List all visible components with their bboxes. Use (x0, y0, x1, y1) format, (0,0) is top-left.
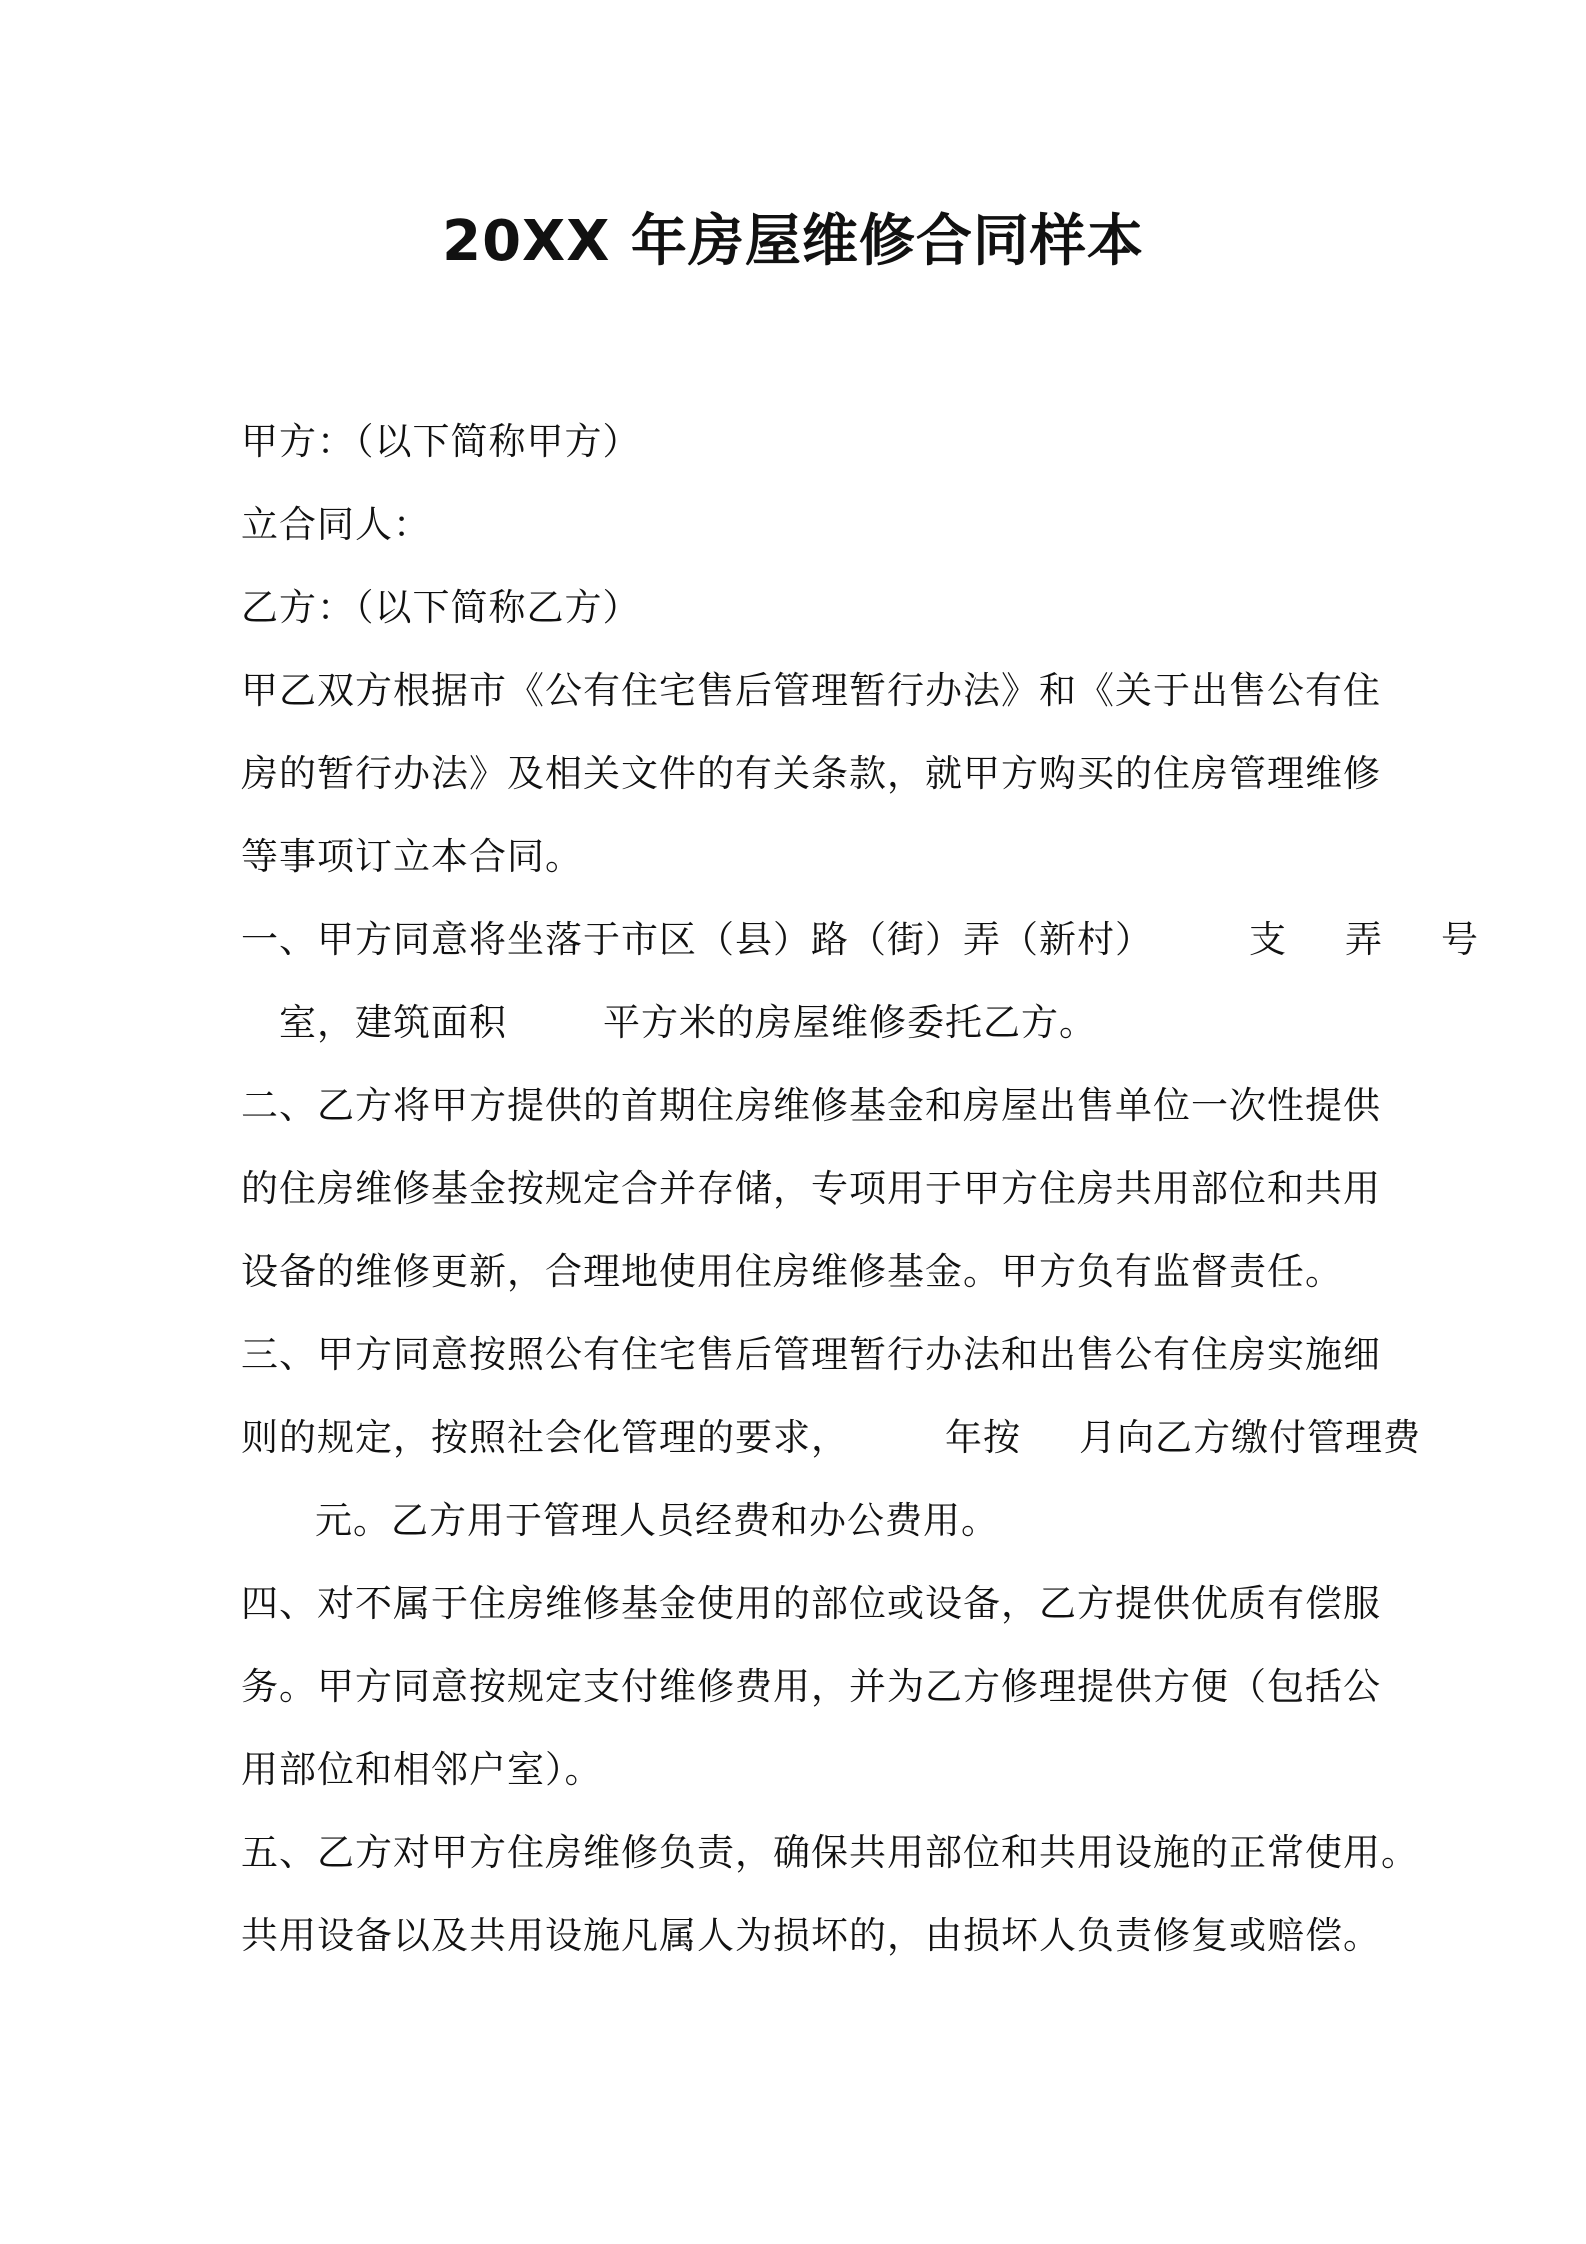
clause-1-line-1 (241, 898, 1479, 981)
clause-3-year: 年按 (945, 1416, 1021, 1459)
signatory-line: 立合同人： (241, 503, 431, 546)
clause-3-line-3: 元。乙方用于管理人员经费和办公费用。 (315, 1499, 999, 1542)
clause-1 (241, 898, 1479, 1064)
intro-paragraph (241, 649, 1381, 898)
clause-3-monthly-fee: 月向乙方缴付管理费 (1079, 1416, 1421, 1459)
clause-1-line-2 (241, 981, 1353, 1064)
clause-2-line: 的住房维修基金按规定合并存储，专项用于甲方住房共用部位和共用 (241, 1167, 1381, 1210)
clause-5 (241, 1811, 1419, 1977)
clause-4 (241, 1562, 1381, 1811)
clause-3-line-1: 三、甲方同意按照公有住宅售后管理暂行办法和出售公有住房实施细 (241, 1333, 1381, 1376)
clause-3 (241, 1313, 1421, 1562)
party-b-line: 乙方：（以下简称乙方） (241, 586, 641, 629)
clause-2-line: 二、乙方将甲方提供的首期住房维修基金和房屋出售单位一次性提供 (241, 1084, 1381, 1127)
clause-4-line: 四、对不属于住房维修基金使用的部位或设备，乙方提供优质有偿服 (241, 1582, 1381, 1625)
intro-line: 等事项订立本合同。 (241, 835, 583, 878)
document-title: 20XX 年房屋维修合同样本 (442, 209, 1144, 274)
clause-1-room-area: 室，建筑面积 (279, 1001, 507, 1044)
clause-1-location: 一、甲方同意将坐落于市区（县）路（街）弄（新村） (241, 918, 1153, 961)
clause-4-line: 务。甲方同意按规定支付维修费用，并为乙方修理提供方便（包括公 (241, 1665, 1381, 1708)
party-a-line: 甲方：（以下简称甲方） (241, 420, 641, 463)
clause-1-number: 号 (1441, 918, 1479, 961)
clause-2 (241, 1064, 1381, 1313)
clause-1-lane: 弄 (1345, 918, 1383, 961)
clause-1-branch: 支 (1249, 918, 1287, 961)
clause-2-line: 设备的维修更新，合理地使用住房维修基金。甲方负有监督责任。 (241, 1250, 1343, 1293)
clause-5-line: 五、乙方对甲方住房维修负责，确保共用部位和共用设施的正常使用。 (241, 1831, 1419, 1874)
intro-line: 房的暂行办法》及相关文件的有关条款，就甲方购买的住房管理维修 (241, 752, 1381, 795)
document-body (241, 400, 1479, 1977)
intro-line: 甲乙双方根据市《公有住宅售后管理暂行办法》和《关于出售公有住 (241, 669, 1381, 712)
clause-5-line: 共用设备以及共用设施凡属人为损坏的，由损坏人负责修复或赔偿。 (241, 1914, 1381, 1957)
clause-4-line: 用部位和相邻户室）。 (241, 1748, 603, 1791)
clause-1-entrust: 平方米的房屋维修委托乙方。 (603, 1001, 1097, 1044)
clause-3-requirement: 则的规定，按照社会化管理的要求， (241, 1416, 849, 1459)
clause-3-line-2 (241, 1396, 1421, 1479)
